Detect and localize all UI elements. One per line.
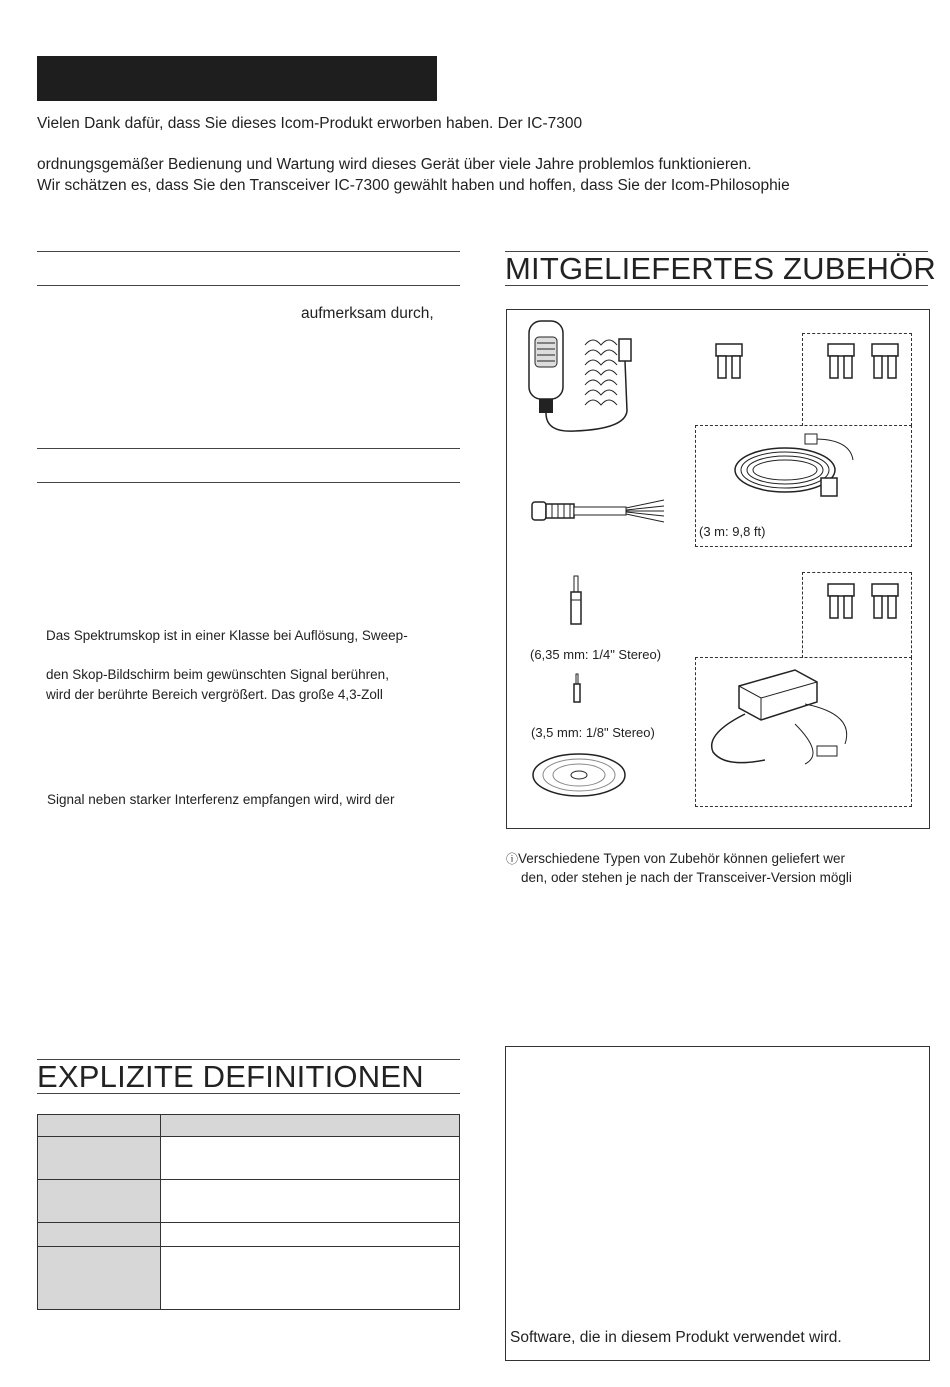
phone-plug-635-icon: [566, 574, 586, 626]
cable-length-label: (3 m: 9,8 ft): [699, 524, 766, 539]
hand-microphone-icon: [515, 315, 635, 435]
table-row: [38, 1247, 460, 1310]
dc-power-cable-icon: [725, 430, 865, 510]
section1-rule-top: [37, 251, 460, 252]
table-row: [38, 1223, 460, 1247]
software-notice-box: [505, 1046, 930, 1361]
intro-line-2: ordnungsgemäßer Bedienung und Wartung wird dieses Gerät über viele Jahre problemlos funktionieren.: [37, 156, 752, 173]
table-header-row: [38, 1115, 460, 1137]
fuse-icon: [712, 342, 746, 382]
spectrum-line-3: wird der berührte Bereich vergrößert. Das große 4,3-Zoll: [46, 687, 383, 702]
read-text: aufmerksam durch,: [301, 305, 434, 322]
acc-cable-connector-icon: [530, 496, 670, 526]
section2-rule-top: [37, 448, 460, 449]
phone-plug-35-icon: [570, 672, 584, 704]
table-row: [38, 1180, 460, 1223]
accessories-rule-bottom: [505, 285, 928, 286]
accessories-note-line-2: den, oder stehen je nach der Transceiver-Version mögli: [521, 870, 852, 885]
spare-fuses-icon: [826, 342, 906, 382]
spare-fuses-icon-2: [826, 582, 906, 622]
section1-rule-bottom: [37, 285, 460, 286]
definitions-table: [37, 1114, 460, 1310]
accessories-note-line-1: ⓘVerschiedene Typen von Zubehör können geliefert wer: [506, 851, 845, 866]
cd-rom-icon: [531, 752, 627, 798]
section2-rule-bottom: [37, 482, 460, 483]
plug-635-label: (6,35 mm: 1/4" Stereo): [530, 647, 662, 662]
spectrum-line-2: den Skop-Bildschirm beim gewünschten Signal berühren,: [46, 667, 389, 682]
table-row: [38, 1137, 460, 1180]
interference-line: Signal neben starker Interferenz empfangen wird, wird der: [47, 792, 395, 807]
definitions-title: EXPLIZITE DEFINITIONEN: [37, 1059, 424, 1094]
header-bar: [37, 56, 437, 101]
intro-line-3: Wir schätzen es, dass Sie den Transceiver IC-7300 gewählt haben und hoffen, dass Sie der Icom-Philosophie: [37, 177, 790, 194]
plug-35-label: (3,5 mm: 1/8" Stereo): [531, 725, 655, 740]
accessories-title: MITGELIEFERTES ZUBEHÖR: [505, 251, 936, 286]
info-icon: ⓘ: [506, 852, 519, 866]
software-notice-text: Software, die in diesem Produkt verwendet wird.: [510, 1329, 842, 1346]
intro-line-1: Vielen Dank dafür, dass Sie dieses Icom-Produkt erworben haben. Der IC-7300: [37, 115, 583, 132]
spectrum-line-1: Das Spektrumskop ist in einer Klasse bei Auflösung, Sweep-: [46, 628, 408, 643]
definitions-rule-bottom: [37, 1093, 460, 1094]
dc-power-supply-icon: [705, 664, 865, 770]
